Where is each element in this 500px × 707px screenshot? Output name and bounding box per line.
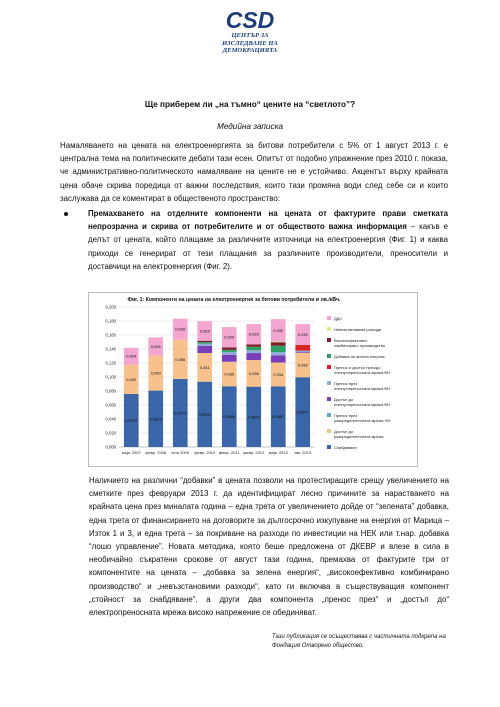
legend-label: разпределителната мрежа bbox=[334, 434, 384, 439]
chart-title: Фиг. 1: Компоненти на цената на електроенергия за битови потребители в лв./кВч. bbox=[127, 297, 341, 303]
data-label: 0,030 bbox=[175, 326, 186, 332]
data-label: 0,050 bbox=[150, 370, 161, 376]
legend-swatch bbox=[327, 354, 331, 358]
data-label: 0,024 bbox=[126, 353, 137, 359]
intro-paragraph: Намаляването на цената на електроенергията за битови потребители с 5% от 1 август 2013 г. е централна тема на политическите дебати тази есен. Опитът от подобно упражнение през 2010 г. показа, че административно-политическото намаляване на цените не е устойчиво. Акцентът върху крайната цена обаче скрива поредица от важни последствия, които тази промяна води след себе си и които заслужава да се коментират в общественото пространство: bbox=[60, 141, 448, 203]
x-tick-label: авг. 2013 bbox=[294, 450, 311, 455]
bar-segment bbox=[271, 342, 286, 346]
legend-swatch bbox=[327, 365, 331, 369]
bar-segment bbox=[197, 341, 212, 342]
legend-label: Пренос през bbox=[334, 381, 358, 386]
legend-label: Пренос през bbox=[334, 413, 358, 418]
legend-label: Добавка за зелена енергия bbox=[334, 354, 385, 359]
data-label: 0,026 bbox=[150, 343, 161, 349]
bar-segment bbox=[246, 347, 261, 351]
bar-segment bbox=[271, 352, 286, 356]
x-tick-label: февр. 2012 bbox=[243, 450, 265, 455]
x-tick-label: февр. 2011 bbox=[218, 450, 240, 455]
y-tick-label: 0,160 bbox=[105, 332, 116, 338]
data-label: 0,042 bbox=[126, 376, 137, 382]
document-subtitle: Медийна записка bbox=[217, 122, 283, 131]
bar-segment bbox=[246, 344, 261, 346]
bullet-rest-text: – какъв е делът от цената, който плащаме за различните източници на електроенергия (Фиг. 1) и каква приходи се генерират от тези плащания за различните производители, преносители и доставчици на електроенергия (Фиг. 2). bbox=[88, 222, 448, 271]
data-label: 0,0973 bbox=[174, 410, 187, 416]
figure-1-chart bbox=[88, 292, 418, 467]
y-tick-label: 0,180 bbox=[105, 318, 116, 324]
legend-label: Невъзстановими разходи bbox=[334, 327, 382, 332]
legend-swatch bbox=[327, 381, 331, 385]
y-tick-label: 0,020 bbox=[105, 430, 116, 436]
logo-line-1: ЦЕНТЪР ЗА bbox=[231, 32, 269, 39]
y-tick-label: 0,080 bbox=[105, 388, 116, 394]
legend-swatch bbox=[327, 445, 331, 449]
legend-swatch bbox=[327, 397, 331, 401]
bullet-icon bbox=[64, 212, 68, 216]
bar-segment bbox=[271, 342, 286, 343]
analysis-paragraph: Наличието на различни “добавки” в цената позволи на протестиращите срещу увеличението на сметките през февруари 2013 г. да идентифицират лесно причините за нарастването на крайната цена през миналата година – една трета от увеличението дойде от “зелената” добавка, една трета от финансирането на договорите за дългосрочно изкупуване на енергия от Марица – Изток 1 и 3, и една трета – за покриване на разходи по инвестиции на НЕК или т.нар. добавка “лошо управление”. Новата методика, която беше предложена от ДКЕВР и влезе в сила в необичайно съкратени срокове от август тази година, премахва от фактурите три от компонентите на цената – „добавка за зелена енергия“, „високоефективно комбинирано производство“ и „невъзстановими разходи“, като ги включва в съществуващия компонент „стойност за снабдяване“, а други два компонента „пренос през“ и „достъп до“ електропреносната мрежа високо напрежение се обединяват. bbox=[89, 476, 449, 618]
y-tick-label: 0,100 bbox=[105, 374, 116, 380]
legend-swatch bbox=[327, 316, 331, 320]
bullet-item bbox=[64, 207, 448, 273]
data-label: 0,0867 bbox=[272, 414, 285, 420]
x-tick-label: март 2013 bbox=[268, 450, 288, 455]
logo-line-2: ИЗСЛЕДВАНЕ НА bbox=[222, 39, 278, 47]
legend-label: разпределителната мрежа НН bbox=[334, 418, 391, 423]
x-tick-label: март 2007 bbox=[121, 450, 141, 455]
bar-segment bbox=[222, 352, 237, 355]
x-tick-label: юли 2009 bbox=[171, 450, 189, 455]
y-tick-label: 0,200 bbox=[105, 304, 116, 310]
logo-initials: CSD bbox=[225, 8, 275, 32]
legend-label: Достъп до bbox=[334, 397, 354, 402]
data-label: 0,034 bbox=[273, 371, 284, 377]
logo-line-3: ДЕМОКРАЦИЯТА bbox=[222, 47, 278, 54]
data-label: 0,038 bbox=[248, 370, 259, 376]
funding-note: Тази публикация се осъществява с частичната подкрепа на Фондация Отворено общество. bbox=[272, 634, 446, 649]
y-tick-label: 0,040 bbox=[105, 416, 116, 422]
bar-segment bbox=[246, 350, 261, 353]
data-label: 0,0868 bbox=[223, 414, 236, 420]
data-label: 0,029 bbox=[224, 334, 235, 340]
legend-label: електропреносната мрежа ВН bbox=[334, 386, 390, 391]
bar-segment bbox=[222, 350, 237, 352]
bar-segment bbox=[271, 346, 286, 352]
bar-segment bbox=[295, 345, 310, 351]
bar-segment bbox=[295, 351, 310, 352]
data-label: 0,0862 bbox=[247, 414, 260, 420]
legend-label: Достъп до bbox=[334, 429, 354, 434]
bar-segment bbox=[197, 346, 212, 353]
legend-label: Пренос и достъп през/до bbox=[334, 365, 381, 370]
data-label: 0,028 bbox=[199, 328, 210, 334]
data-label: 0,0997 bbox=[296, 409, 309, 415]
csd-logo-mark bbox=[221, 8, 279, 32]
bar-segment bbox=[222, 355, 237, 362]
data-label: 0,035 bbox=[224, 371, 235, 377]
y-tick-label: 0,060 bbox=[105, 402, 116, 408]
legend-label: електропреносната мрежа ВН bbox=[334, 370, 390, 375]
legend-swatch bbox=[327, 327, 331, 331]
data-label: 0,041 bbox=[199, 364, 210, 370]
legend-label: Високоефективно bbox=[334, 338, 368, 343]
legend-swatch bbox=[327, 429, 331, 433]
bar-segment bbox=[271, 356, 286, 363]
bar-segment bbox=[197, 342, 212, 343]
x-tick-label: февр. 2010 bbox=[194, 450, 216, 455]
x-tick-label: февр. 2008 bbox=[145, 450, 167, 455]
legend-label: комбинирано производство bbox=[334, 343, 386, 348]
legend-swatch bbox=[327, 413, 331, 417]
legend-label: електропреносната мрежа ВН bbox=[334, 402, 390, 407]
bar-segment bbox=[222, 347, 237, 349]
csd-logo bbox=[213, 8, 287, 55]
document-title: Ще приберем ли „на тъмно“ цените на “светлото”? bbox=[144, 100, 356, 109]
bullet-bold-text: Премахването на отделните компоненти на цената от фактурите прави сметката непрозрачна и скрива от потребителите и от обществото важна информация bbox=[88, 209, 448, 232]
data-label: 0,0806 bbox=[149, 416, 162, 422]
bar-segment bbox=[295, 352, 310, 353]
data-label: 0,029 bbox=[248, 331, 259, 337]
bar-segment bbox=[246, 353, 261, 360]
bullet-text bbox=[88, 207, 448, 273]
bar-segment bbox=[197, 344, 212, 346]
legend-label: ДДС bbox=[334, 316, 343, 321]
data-label: 0,0757 bbox=[125, 418, 138, 424]
y-tick-label: 0,120 bbox=[105, 360, 116, 366]
data-label: 0,030 bbox=[297, 332, 308, 338]
data-label: 0,032 bbox=[273, 327, 284, 333]
data-label: 0,035 bbox=[297, 362, 308, 368]
y-tick-label: 0,140 bbox=[105, 346, 116, 352]
y-tick-label: 0,000 bbox=[105, 444, 116, 450]
legend-swatch bbox=[327, 338, 331, 342]
data-label: 0,0933 bbox=[198, 411, 211, 417]
data-label: 0,056 bbox=[175, 356, 186, 362]
chart-canvas bbox=[89, 293, 417, 466]
legend-label: Снабдяване bbox=[334, 445, 357, 450]
